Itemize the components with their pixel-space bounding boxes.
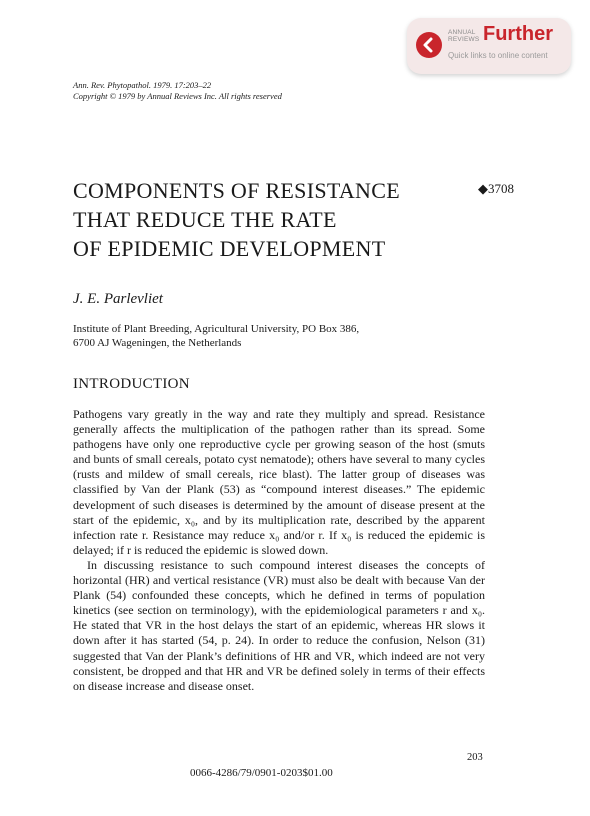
- title-line-3: OF EPIDEMIC DEVELOPMENT: [73, 236, 386, 261]
- section-heading: INTRODUCTION: [73, 376, 190, 392]
- author-affiliation: [73, 322, 359, 350]
- annual-label: ANNUAL: [448, 29, 476, 36]
- reviews-label: REVIEWS: [448, 36, 480, 43]
- article-title: [73, 176, 400, 263]
- affiliation-line-1: Institute of Plant Breeding, Agricultural University, PO Box 386,: [73, 323, 360, 335]
- copyright-line: Copyright © 1979 by Annual Reviews Inc. All rights reserved: [73, 91, 282, 101]
- journal-citation: [73, 80, 282, 102]
- play-arrow-icon: [416, 32, 442, 58]
- paragraph-1: Pathogens vary greatly in the way and rate they multiply and spread. Resistance generally affects the multiplication of the pathogen rather than its spread. Some pathogens have only one reproductive cycle per growing season of the host (smuts and bunts of small cereals, potato cyst nematode); others have several to many cycles (rusts and mildew of small cereals, rice blast). The latter group of diseases was classified by Van der Plank (53) as “compound interest diseases.” The epidemic development of such diseases is determined by the amount of disease present at the start of the epidemic, x₀, and by its multiplication rate, described by the apparent infection rate r. Resistance may reduce x₀ and/or r. If x₀ is reduced the epidemic is delayed; if r is reduced the epidemic is slowed down.: [73, 407, 485, 557]
- annual-reviews-further-badge[interactable]: [407, 18, 571, 74]
- title-line-2: THAT REDUCE THE RATE: [73, 207, 337, 232]
- annual-reviews-logo-text: [448, 29, 479, 43]
- body-text: [73, 407, 485, 694]
- article-number: ◆3708: [478, 181, 514, 196]
- price-code: 0066-4286/79/0901-0203$01.00: [190, 767, 333, 779]
- affiliation-line-2: 6700 AJ Wageningen, the Netherlands: [73, 337, 242, 349]
- title-line-1: COMPONENTS OF RESISTANCE: [73, 178, 400, 203]
- quick-links-label: Quick links to online content: [448, 51, 548, 60]
- citation-line: Ann. Rev. Phytopathol. 1979. 17:203–22: [73, 80, 212, 90]
- author-name: J. E. Parlevliet: [73, 291, 163, 307]
- page-number: 203: [467, 752, 483, 763]
- further-label: Further: [483, 23, 553, 45]
- paragraph-2: In discussing resistance to such compound interest diseases the concepts of horizontal (HR) and vertical resistance (VR) must also be dealt with because Van der Plank (54) confounded these concepts, which he defined in terms of population kinetics (see section on terminology), with the epidemiological parameters r and x₀. He stated that VR in the host delays the start of an epidemic, whereas HR slows it down after it has started (54, p. 24). In order to reduce the confusion, Nelson (31) suggested that Van der Plank’s definitions of HR and VR, which indeed are not very consistent, be dropped and that HR and VR be defined solely in terms of their effects on disease increase and disease onset.: [73, 557, 485, 693]
